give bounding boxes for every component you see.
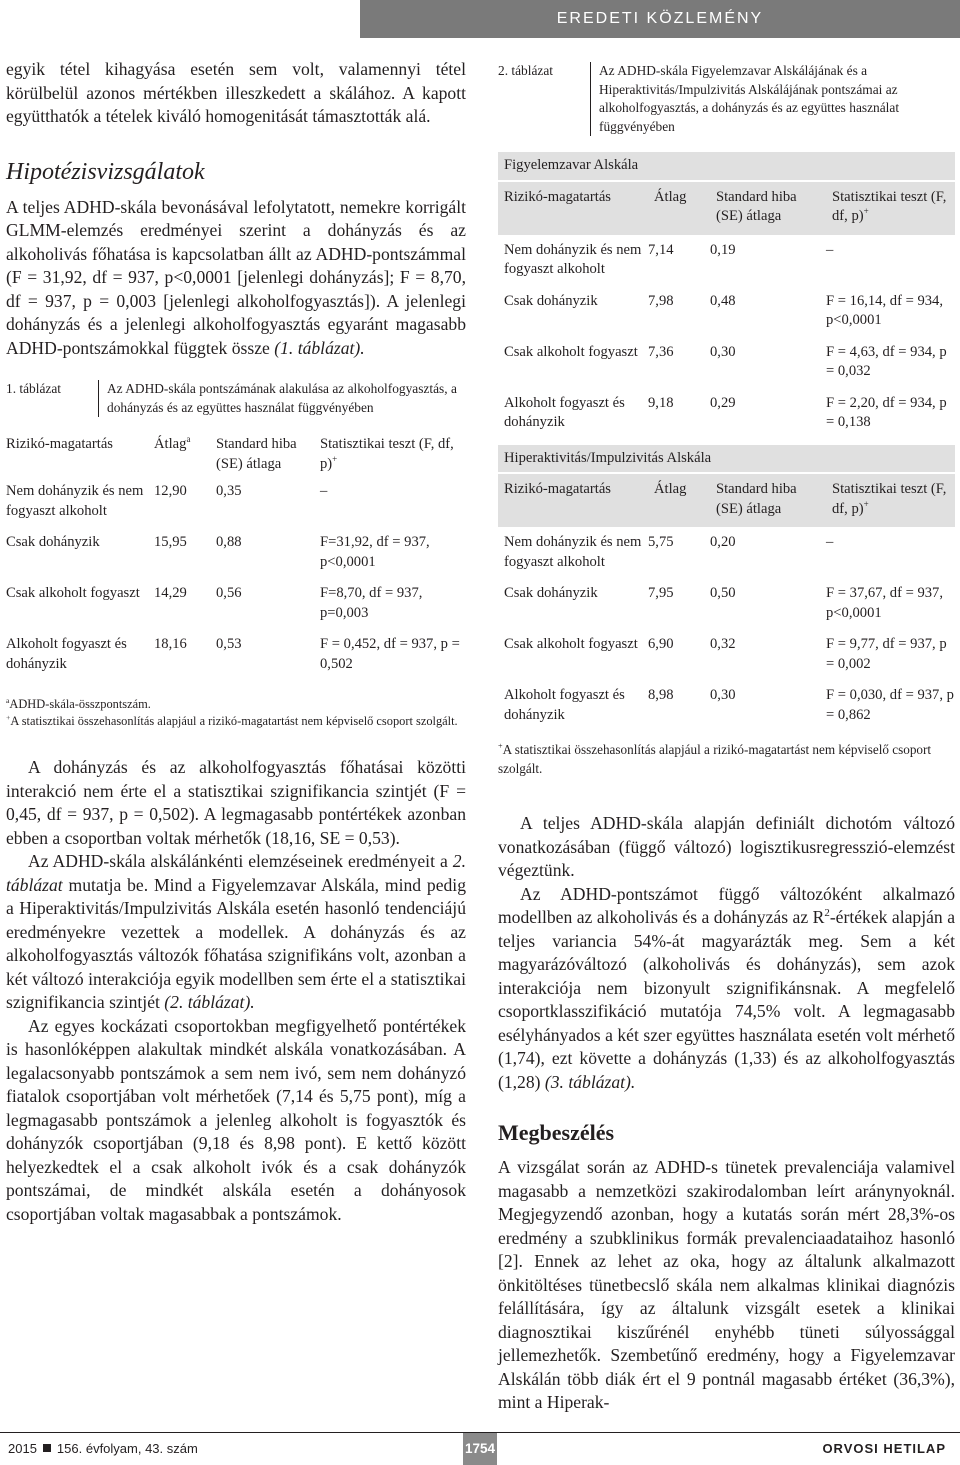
- table-row: Csak alkoholt fogyaszt 7,36 0,30 F = 4,63, df = 934, p = 0,032: [504, 343, 947, 379]
- section-heading-discussion: Megbeszélés: [498, 1120, 615, 1145]
- table1-label: 1. táblázat: [6, 381, 62, 396]
- table2-notes: [498, 741, 955, 778]
- section-heading-hypotheses: Hipotézisvizsgálatok: [6, 158, 205, 185]
- table-note: +A statisztikai összehasonlítás alapjául a rizikó-magatartást nem képviselő csoport szolgált.: [498, 741, 932, 776]
- paragraph: A teljes ADHD-skála bevonásával lefolytatott, nemekre korrigált GLMM-elemzés eredményei szerint a dohányzás és az alkoholivás főhatása is kapcsolatban állt az ADHD-pontszámmal (F = 31,92, df = 937, p<0,0001 [jelenlegi dohányzás]; F = 8,70, df = 937, p = 0,003 [jelenlegi alkoholfogyasztás]). A jelenlegi dohányzás és a jelenlegi alkoholfogyasztás egyaránt magasabb ADHD-pontszámokkal függtek össze (1. táblázat).: [6, 196, 466, 358]
- paragraph: egyik tétel kihagyása esetén sem volt, valamennyi tétel körülbelül azonos mértékben illeszkedett a skálához. A kapott együtthatók a tételek kiváló homogenitását támasztották alá.: [6, 59, 466, 126]
- table-row: Csak dohányzik 15,95 0,88 F=31,92, df = 937, p<0,0001: [6, 534, 430, 570]
- table-row: Alkoholt fogyaszt és dohányzik 9,18 0,29 F = 2,20, df = 934, p = 0,138: [504, 394, 947, 430]
- paragraph: A vizsgálat során az ADHD-s tünetek prevalenciája valamivel magasabb a nemzetközi szakirodalomban leírt aránynyoknál. Megjegyzendő azonban, hogy a kutatás során mért 28,3%-os eredmény a szubklinikus formák prevalenciaadataihoz hasonló [2]. Ennek az lehet az oka, hogy az általunk alkalmazott önkitöltéses tünetbecslő skála nem alkalmas klinikai diagnózis felállítására, így az általunk vizsgált esetek a klinikai diagnosztikai kiszűrénél enyhébb tüneti súlyossággal jellemezhetők. Szembetűnő eredmény, hogy a Figyelemzavar Alskálán több diák ért el 9 pontnál magasabb értéket (36,3%), mint a Hiperak-: [498, 1157, 955, 1412]
- table-row: Nem dohányzik és nem fogyaszt alkoholt 7,14 0,19 –: [504, 241, 834, 277]
- section-header: EREDETI KÖZLEMÉNY: [360, 0, 960, 38]
- table2-caption: [498, 62, 955, 136]
- paragraph: Az ADHD-pontszámot függő változóként alkalmazó modellben az alkoholivás és a dohányzás az $R^2$-értékek alapján a teljes variancia 54%-át magyarázták meg. Sem a két magyarázóváltozó (alkoholivás és dohányzás), sem azok interakciója nem bizonyult szignifikánsnak. A megfelelő csoportklasszifikáció mutatója 74,5% volt. A legmagasabb esélyhányados a két szer együttes használata esetén volt mérhető (1,74), ezt követte a dohányzás (1,33) és az alkoholfogyasztás (1,28) (3. táblázat).: [498, 883, 955, 1092]
- table-note: $^a$ADHD-skála-összpontszám.: [6, 695, 151, 711]
- column-header: Rizikó-magatartás: [6, 436, 113, 452]
- table-row: Alkoholt fogyaszt és dohányzik 8,98 0,30 F = 0,030, df = 937, p = 0,862: [504, 687, 954, 723]
- table-header-row: Rizikó-magatartás Átlag Standard hiba (SE) átlaga Statisztikai teszt (F, df, p)+: [498, 181, 955, 235]
- table2-caption-text: Az ADHD-skála Figyelemzavar Alskálájának és a Hiperaktivitás/Impulzivitás Alskálájának pontszámai az alkoholfogyasztás, a dohányzás és az együttes használat függvényében: [590, 62, 955, 136]
- paragraph: Az egyes kockázati csoportokban megfigyelhető pontértékek is hasonlóképpen alakultak mindkét alskála vonatkozásában. A legalacsonyabb pontszámok a sem nem ivó, sem nem dohányzó fiatalok csoportjában volt mérhetőek (7,14 és 5,75 pont), míg a legmagasabb pontszámok a jelenleg alkoholt is fogyasztók és dohányzók csoportjában (9,18 és 8,98 pont). E kettő között helyezkedtek el a csak alkoholt ivók és a csak dohányzók pontszámai, de mindkét alskála esetén a dohányosok csoportjában voltak magasabbak a pontszámok.: [6, 1015, 466, 1224]
- column-header: Átlag$^a$: [154, 434, 191, 452]
- left-column: [6, 58, 466, 1226]
- table-row: Alkoholt fogyaszt és dohányzik 18,16 0,53 F = 0,452, df = 937, p = 0,502: [6, 636, 460, 672]
- table-row: Csak alkoholt fogyaszt 6,90 0,32 F = 9,77, df = 937, p = 0,002: [504, 636, 947, 672]
- table2-label: 2. táblázat: [498, 63, 554, 78]
- table-row: Csak dohányzik 7,98 0,48 F = 16,14, df = 934, p<0,0001: [504, 292, 943, 328]
- table1-caption-text: Az ADHD-skála pontszámának alakulása az alkoholfogyasztás, a dohányzás és az együttes használat függvényében: [98, 380, 466, 417]
- column-header: Statisztikai teszt (F, df, p)+: [320, 436, 454, 472]
- table-ref: 2. táblázat: [6, 851, 466, 895]
- table-header-row: Rizikó-magatartás Átlag Standard hiba (SE) átlaga Statisztikai teszt (F, df, p)+: [498, 473, 955, 527]
- table-row: Csak dohányzik 7,95 0,50 F = 37,67, df = 937, p<0,0001: [504, 585, 943, 621]
- square-bullet-icon: [43, 1444, 51, 1452]
- table-note: +A statisztikai összehasonlítás alapjául a rizikó-magatartást nem képviselő csoport szolgált.: [6, 712, 458, 728]
- page-footer: [0, 1432, 960, 1465]
- table-ref: (2. táblázat).: [164, 992, 255, 1012]
- table-section-row: [498, 445, 955, 474]
- paragraph: A dohányzás és az alkoholfogyasztás főhatásai közötti interakció nem érte el a statisztikai szignifikancia szintjét (F = 0,45, df = 937, p = 0,502). A legmagasabb pontértékek azonban ebben a csoportban voltak mérhetők (18,16, SE = 0,53).: [6, 757, 466, 848]
- table1-caption: [6, 380, 466, 417]
- table-row: Nem dohányzik és nem fogyaszt alkoholt 12,90 0,35 –: [6, 483, 328, 519]
- table1: [6, 435, 466, 686]
- paragraph: A teljes ADHD-skála alapján definiált dichotóm változó vonatkozásában (függő változó) logisztikusregresszió-elemzést végeztünk.: [498, 813, 955, 880]
- table1-notes: [6, 696, 466, 730]
- section-title: Figyelemzavar Alskála: [498, 152, 955, 181]
- table-ref: (3. táblázat).: [544, 1071, 636, 1092]
- right-column: [498, 62, 955, 1415]
- table-header-row: [6, 435, 466, 482]
- journal-name: ORVOSI HETILAP: [822, 1441, 946, 1456]
- table-ref: (1. táblázat).: [274, 337, 365, 358]
- table-row: Nem dohányzik és nem fogyaszt alkoholt 5,75 0,20 –: [504, 534, 834, 570]
- page-number: 1754: [463, 1433, 497, 1465]
- issue-info: 2015 156. évfolyam, 43. szám: [8, 1441, 198, 1456]
- table-row: Csak alkoholt fogyaszt 14,29 0,56 F=8,70, df = 937, p=0,003: [6, 585, 423, 621]
- paragraph: Az ADHD-skála alskálánkénti elemzéseinek eredményeit a 2. táblázat mutatja be. Mind a Figyelemzavar Alskála, mind pedig a Hiperaktivitás/Impulzivitás Alskála esetén hasonló tendenciájú eredményekre vezettek a modellek. A dohányzás és az alkoholfogyasztás változók főhatása szignifikáns volt, azonban a két változó interakciója egyik modellben sem érte el a statisztikai szignifikancia szintjét (2. táblázat).: [6, 851, 466, 1012]
- table2: [498, 152, 955, 737]
- table-section-row: [498, 152, 955, 181]
- section-title: Hiperaktivitás/Impulzivitás Alskála: [498, 445, 955, 474]
- column-header: Standard hiba (SE) átlaga: [216, 436, 297, 472]
